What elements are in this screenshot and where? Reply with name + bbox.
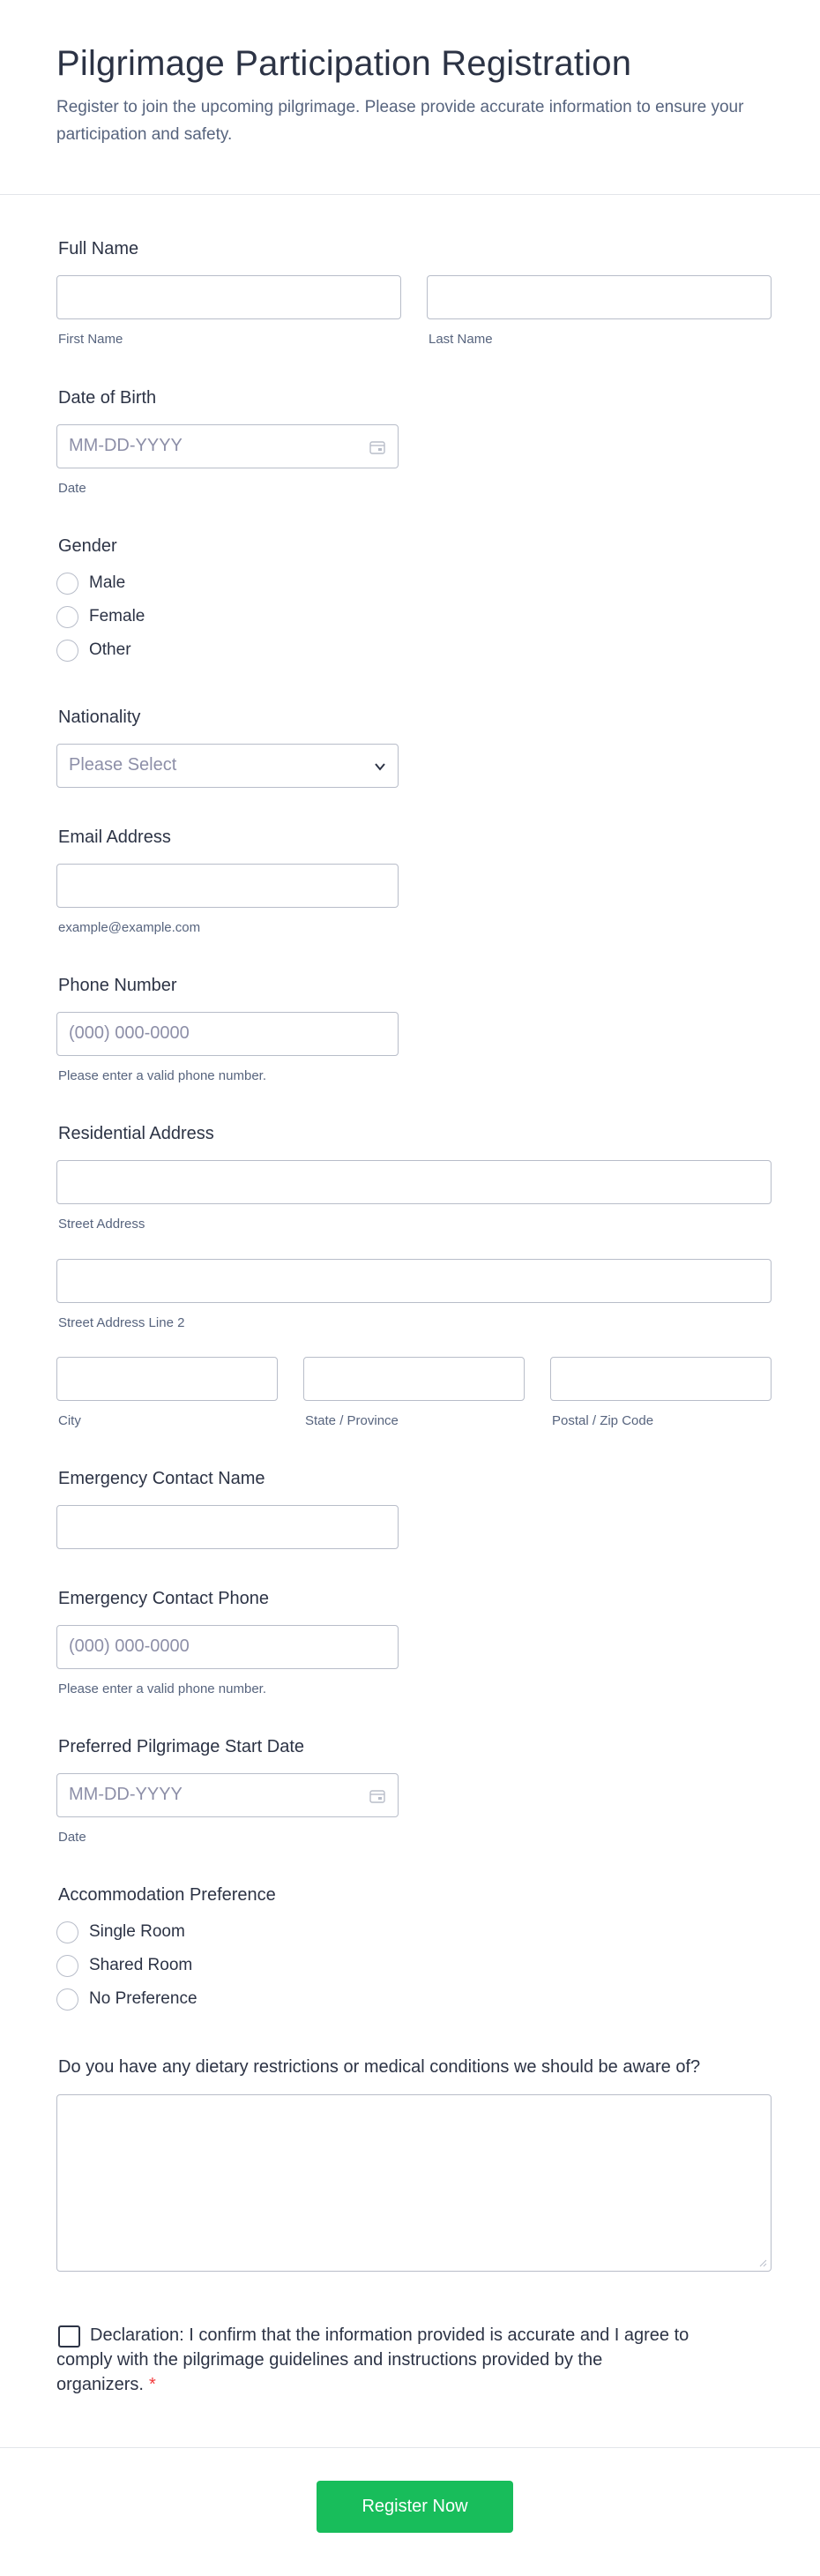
dob-label: Date of Birth (58, 388, 157, 408)
phone-placeholder: (000) 000-0000 (69, 1023, 190, 1043)
radio-label: Single Room (89, 1922, 185, 1941)
page-subtitle: Register to join the upcoming pilgrimage. Please provide accurate information to ensure your participation and safety. (56, 98, 744, 144)
form-header (0, 0, 820, 195)
last-name-sublabel: Last Name (429, 332, 493, 347)
start-date-input[interactable] (56, 1773, 399, 1817)
gender-label: Gender (58, 536, 117, 556)
form-footer (0, 2447, 820, 2576)
dob-placeholder: MM-DD-YYYY (69, 436, 183, 455)
phone-sublabel: Please enter a valid phone number. (58, 1068, 266, 1083)
emergency-name-label: Emergency Contact Name (58, 1469, 265, 1488)
calendar-icon[interactable] (369, 440, 385, 454)
dob-sublabel: Date (58, 481, 86, 496)
radio-button[interactable] (56, 1955, 78, 1977)
radio-label: Other (89, 640, 131, 659)
accommodation-label: Accommodation Preference (58, 1885, 276, 1905)
radio-button[interactable] (56, 640, 78, 662)
start-date-label: Preferred Pilgrimage Start Date (58, 1737, 305, 1756)
emergency-phone-input[interactable] (56, 1625, 399, 1669)
email-input[interactable] (56, 864, 399, 908)
zip-input[interactable] (550, 1357, 772, 1401)
state-sublabel: State / Province (305, 1413, 399, 1428)
full-name-label: Full Name (58, 239, 139, 258)
street-address-line2-input[interactable] (56, 1259, 772, 1303)
emergency-phone-sublabel: Please enter a valid phone number. (58, 1681, 266, 1696)
nationality-placeholder: Please Select (69, 755, 177, 775)
street-address-sublabel: Street Address (58, 1217, 145, 1232)
radio-label: No Preference (89, 1989, 198, 2008)
state-input[interactable] (303, 1357, 525, 1401)
zip-sublabel: Postal / Zip Code (552, 1413, 654, 1428)
emergency-phone-label: Emergency Contact Phone (58, 1589, 270, 1608)
city-input[interactable] (56, 1357, 278, 1401)
radio-label: Female (89, 607, 145, 625)
page-title: Pilgrimage Participation Registration (56, 44, 632, 83)
radio-label: Male (89, 573, 126, 592)
register-now-button[interactable]: Register Now (317, 2481, 513, 2533)
radio-button[interactable] (56, 606, 78, 628)
dietary-label: Do you have any dietary restrictions or medical conditions we should be aware of? (58, 2057, 701, 2077)
required-asterisk: * (148, 2375, 156, 2394)
radio-label: Shared Room (89, 1956, 193, 1974)
radio-button[interactable] (56, 1988, 78, 2011)
dietary-textarea[interactable] (56, 2094, 772, 2272)
resize-handle-icon[interactable] (758, 2258, 767, 2267)
emergency-name-input[interactable] (56, 1505, 399, 1549)
email-label: Email Address (58, 827, 171, 847)
start-date-sublabel: Date (58, 1830, 86, 1845)
emergency-phone-placeholder: (000) 000-0000 (69, 1636, 190, 1656)
nationality-select[interactable] (56, 744, 399, 788)
first-name-sublabel: First Name (58, 332, 123, 347)
dob-input[interactable] (56, 424, 399, 468)
radio-button[interactable] (56, 573, 78, 595)
phone-input[interactable] (56, 1012, 399, 1056)
last-name-input[interactable] (427, 275, 772, 319)
radio-button[interactable] (56, 1921, 78, 1943)
street-address-input[interactable] (56, 1160, 772, 1204)
phone-label: Phone Number (58, 976, 177, 995)
first-name-input[interactable] (56, 275, 401, 319)
declaration-label: Declaration: I confirm that the information provided is accurate and I agree to comply with the pilgrimage guidelines and instructions provided by the organizers. (56, 2325, 690, 2394)
calendar-icon[interactable] (369, 1789, 385, 1803)
email-sublabel: example@example.com (58, 920, 201, 935)
declaration-text (56, 2323, 691, 2397)
start-date-placeholder: MM-DD-YYYY (69, 1785, 183, 1804)
chevron-down-icon (373, 760, 387, 774)
address-label: Residential Address (58, 1124, 214, 1143)
street-address-line2-sublabel: Street Address Line 2 (58, 1315, 185, 1330)
city-sublabel: City (58, 1413, 81, 1428)
nationality-label: Nationality (58, 708, 141, 727)
